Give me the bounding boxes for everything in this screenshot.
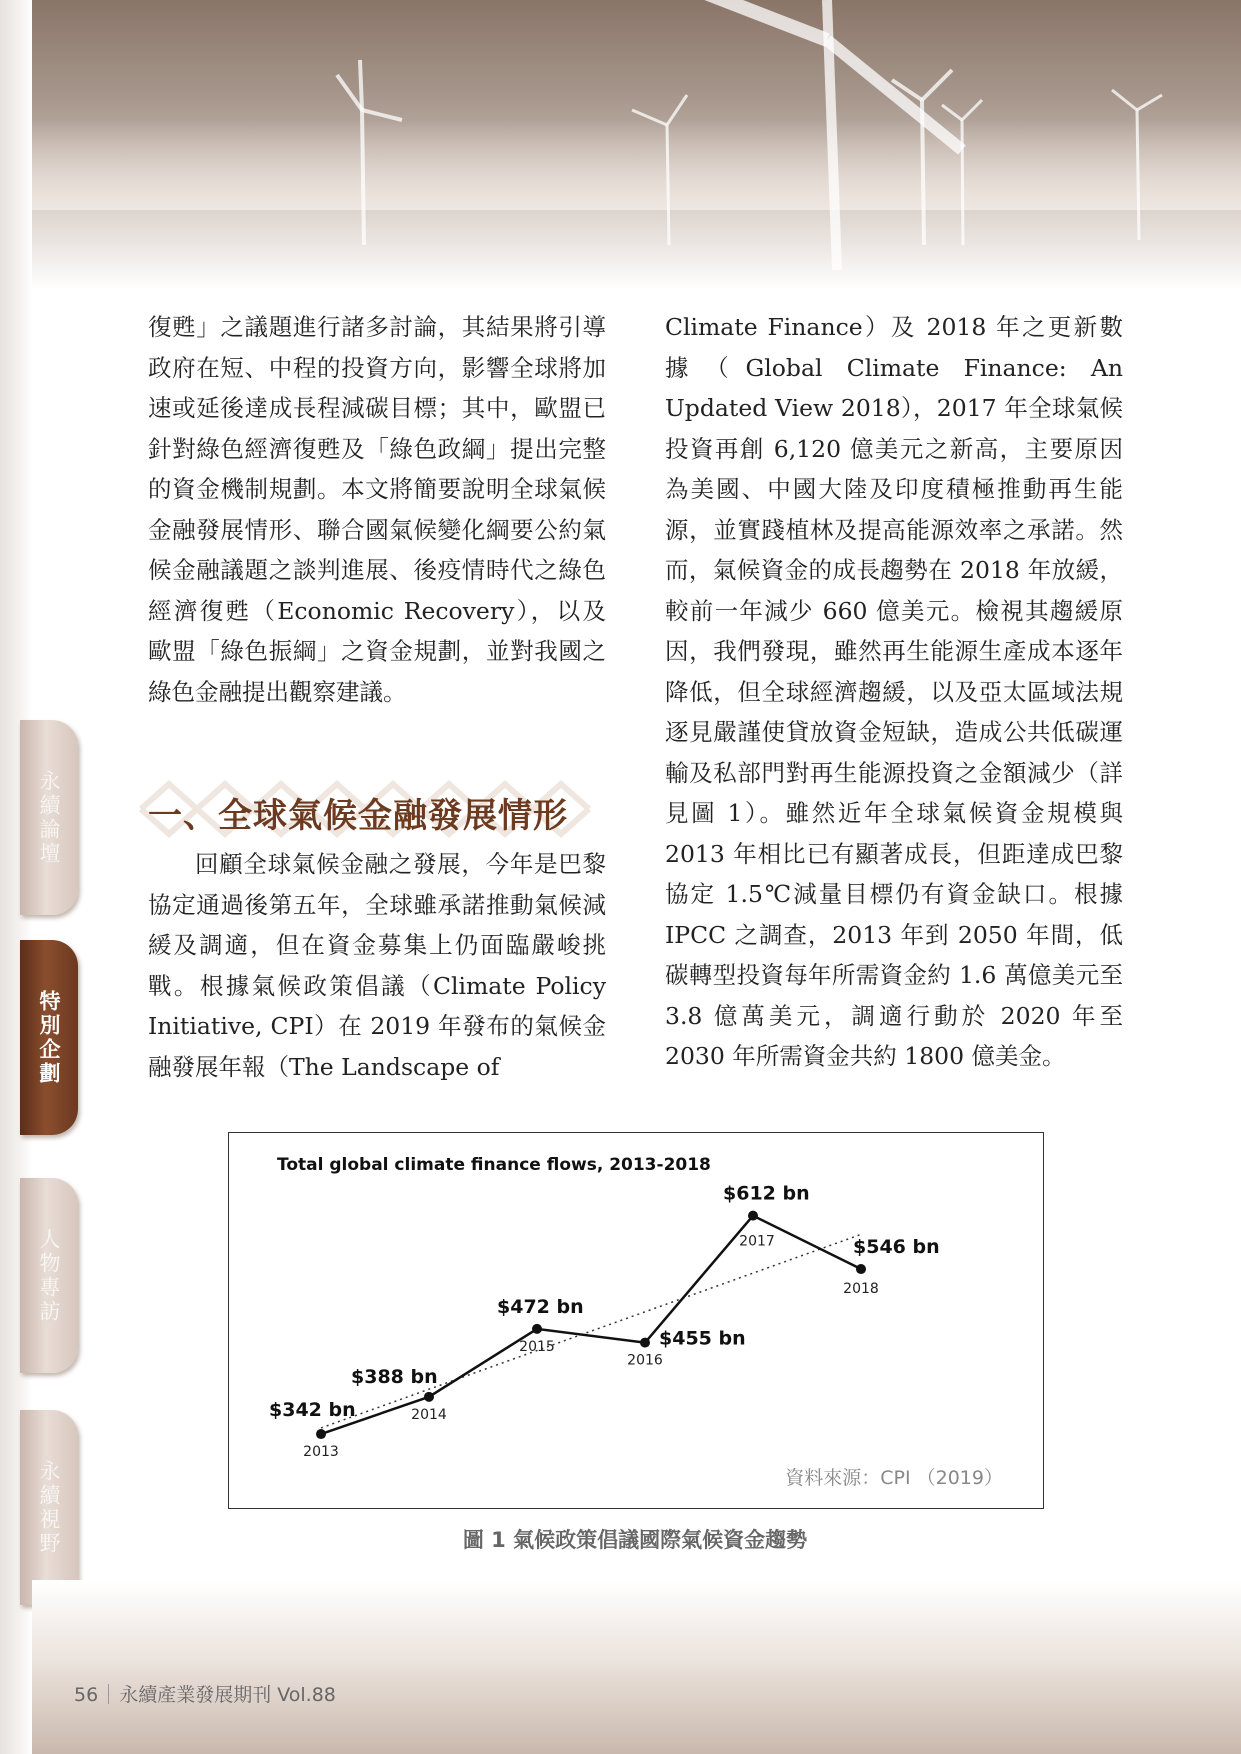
side-tab-sustainability-vision[interactable] <box>20 1410 78 1605</box>
wind-turbines-illustration <box>32 0 1241 290</box>
data-point-2014 <box>424 1392 434 1402</box>
data-point-2015 <box>532 1324 542 1334</box>
line-chart <box>229 1133 1043 1508</box>
value-label-2016: $455 bn <box>659 1327 746 1350</box>
data-point-2018 <box>856 1264 866 1274</box>
section-heading <box>148 780 608 850</box>
year-label-2016: 2016 <box>627 1352 663 1369</box>
right-paragraph-1: Climate Finance）及 2018 年之更新數據（Global Climate Finance: An Updated View 2018），2017 年全球氣候投資再創 6,120 億美元之新高，主要原因為美國、中國大陸及印度積極推動再生能源，並實踐植林及提高能源效率之承諾。然而，氣候資金的成長趨勢在 2018 年放緩，較前一年減少 660 億美元。檢視其趨緩原因，我們發現，雖然再生能源生產成本逐年降低，但全球經濟趨緩，以及亞太區域法規逐見嚴謹使貸放資金短缺，造成公共低碳運輸及私部門對再生能源投資之金額減少（詳見圖 1）。雖然近年全球氣候資金規模與 2013 年相比已有顯著成長，但距達成巴黎協定 1.5℃減量目標仍有資金缺口。根據 IPCC 之調查，2013 年到 2050 年間，低碳轉型投資每年所需資金約 1.6 萬億美元至 3.8 億萬美元，調適行動於 2020 年至 2030 年所需資金共約 1800 億美金。 <box>665 313 1123 1070</box>
data-point-2017 <box>748 1211 758 1221</box>
side-tab-label: 特別企劃 <box>37 989 61 1086</box>
value-label-2014: $388 bn <box>351 1365 438 1388</box>
year-label-2014: 2014 <box>411 1406 447 1423</box>
left-column <box>148 307 606 712</box>
value-label-2017: $612 bn <box>723 1182 810 1205</box>
header-banner-image <box>32 0 1241 290</box>
value-label-2013: $342 bn <box>269 1399 356 1422</box>
value-label-2015: $472 bn <box>497 1295 584 1318</box>
data-point-2016 <box>640 1338 650 1348</box>
left-paragraph-2: 回顧全球氣候金融之發展，今年是巴黎協定通過後第五年，全球雖承諾推動氣候減緩及調適，但在資金募集上仍面臨嚴峻挑戰。根據氣候政策倡議（Climate Policy Initiative, CPI）在 2019 年發布的氣候金融發展年報（The Landscape of <box>148 850 606 1081</box>
side-tab-label: 永續視野 <box>37 1459 61 1556</box>
right-column <box>665 307 1123 1077</box>
page-number: 56 <box>74 1684 99 1706</box>
section-heading-text: 一、全球氣候金融發展情形 <box>148 796 568 836</box>
chart-series-line <box>321 1216 861 1434</box>
left-column-lower <box>148 844 606 1087</box>
chart-figure <box>228 1132 1044 1509</box>
side-tab-label: 人物專訪 <box>37 1227 61 1324</box>
chart-source: 資料來源：CPI （2019） <box>785 1467 1003 1489</box>
side-tab-special-feature[interactable] <box>20 940 78 1135</box>
left-paragraph-1: 復甦」之議題進行諸多討論，其結果將引導政府在短、中程的投資方向，影響全球將加速或延後達成長程減碳目標；其中，歐盟已針對綠色經濟復甦及「綠色政綱」提出完整的資金機制規劃。本文將簡要說明全球氣候金融發展情形、聯合國氣候變化綱要公約氣候金融議題之談判進展、後疫情時代之綠色經濟復甦（Economic Recovery），以及歐盟「綠色振綱」之資金規劃，並對我國之綠色金融提出觀察建議。 <box>148 313 606 706</box>
footer-divider <box>108 1684 109 1704</box>
footer-background <box>32 1580 1241 1754</box>
side-tab-label: 永續論壇 <box>37 769 61 866</box>
data-point-2013 <box>316 1429 326 1439</box>
year-label-2013: 2013 <box>303 1444 339 1461</box>
side-tab-interview[interactable] <box>20 1178 78 1373</box>
chart-title: Total global climate finance flows, 2013-2018 <box>277 1155 711 1175</box>
year-label-2015: 2015 <box>519 1338 555 1355</box>
page-footer <box>74 1680 336 1707</box>
value-label-2018: $546 bn <box>853 1236 940 1259</box>
year-label-2018: 2018 <box>843 1281 879 1298</box>
figure-caption: 圖 1 氣候政策倡議國際氣候資金趨勢 <box>462 1528 808 1552</box>
year-label-2017: 2017 <box>739 1233 775 1250</box>
side-tab-sustainability-forum[interactable] <box>20 720 78 915</box>
chart-trendline <box>321 1234 861 1428</box>
publication-name: 永續產業發展期刊 Vol.88 <box>119 1684 336 1706</box>
